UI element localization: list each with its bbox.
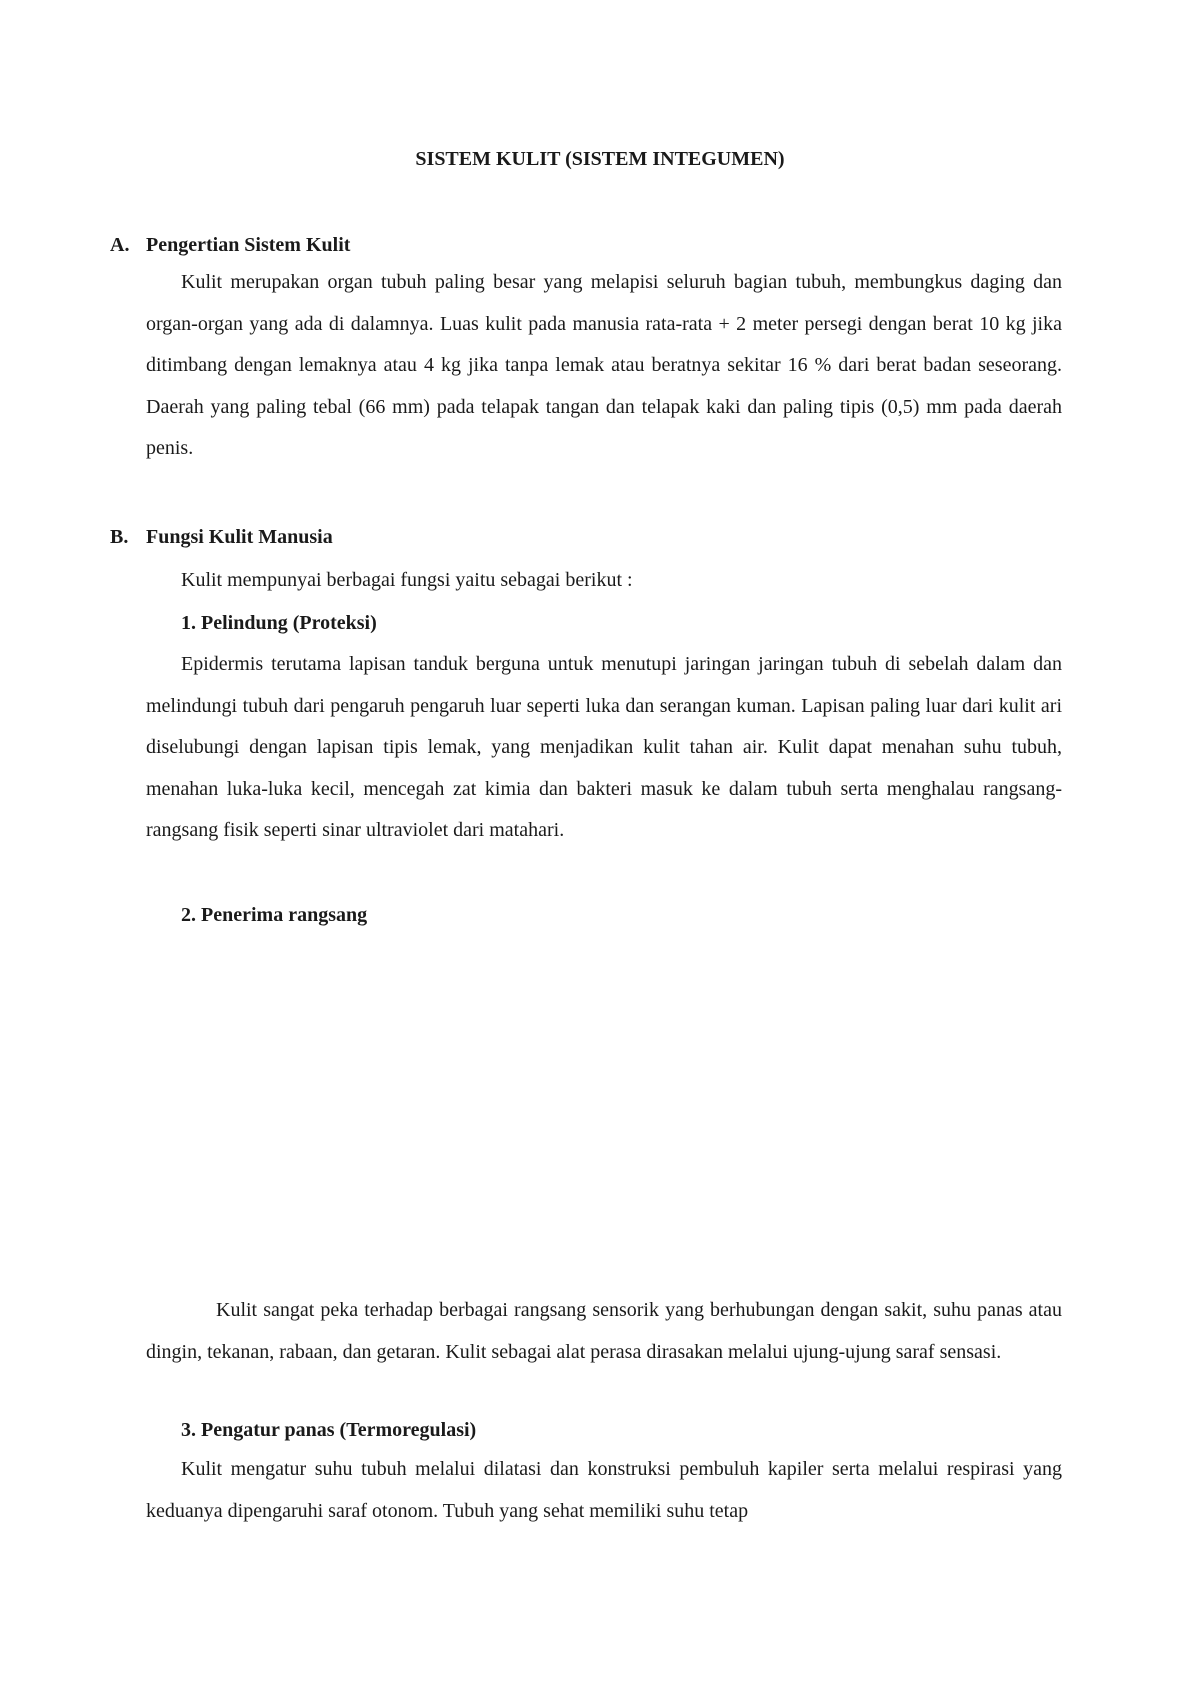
item-2-paragraph: Kulit sangat peka terhadap berbagai rangsang sensorik yang berhubungan dengan sakit, suhu panas atau dingin, tekanan, rabaan, dan getaran. Kulit sebagai alat perasa dirasakan melalui ujung-ujung saraf sensasi. [146,1299,1062,1363]
document-title: SISTEM KULIT (SISTEM INTEGUMEN) [415,148,785,170]
section-a-heading-text: Pengertian Sistem Kulit [146,234,351,256]
item-3-title: 3. Pengatur panas (Termoregulasi) [181,1419,477,1441]
item-3-paragraph: Kulit mengatur suhu tubuh melalui dilatasi dan konstruksi pembuluh kapiler serta melalui respirasi yang keduanya dipengaruhi saraf otonom. Tubuh yang sehat memiliki suhu tetap [146,1458,1062,1522]
blank-figure-area [146,940,1062,1260]
item-1-title: 1. Pelindung (Proteksi) [181,612,377,634]
section-a-paragraph: Kulit merupakan organ tubuh paling besar yang melapisi seluruh bagian tubuh, membungkus daging dan organ-organ yang ada di dalamnya. Luas kulit pada manusia rata-rata + 2 meter persegi dengan berat 10 kg jika ditimbang dengan lemaknya atau 4 kg jika tanpa lemak atau beratnya sekitar 16 % dari berat badan seseorang. Daerah yang paling tebal (66 mm) pada telapak tangan dan telapak kaki dan paling tipis (0,5) mm pada daerah penis. [146,271,1062,459]
section-b-heading-text: Fungsi Kulit Manusia [146,526,333,548]
section-b-marker: B. [110,526,129,548]
section-b-heading [110,526,333,549]
item-1-paragraph: Epidermis terutama lapisan tanduk berguna untuk menutupi jaringan jaringan tubuh di sebelah dalam dan melindungi tubuh dari pengaruh pengaruh luar seperti luka dan serangan kuman. Lapisan paling luar dari kulit ari diselubungi dengan lapisan tipis lemak, yang menjadikan kulit tahan air. Kulit dapat menahan suhu tubuh, menahan luka-luka kecil, mencegah zat kimia dan bakteri masuk ke dalam tubuh serta menghalau rangsang-rangsang fisik seperti sinar ultraviolet dari matahari. [146,653,1062,841]
item-2-title: 2. Penerima rangsang [181,904,368,926]
section-a-marker: A. [110,234,130,256]
section-a-heading [110,234,350,257]
section-b-intro: Kulit mempunyai berbagai fungsi yaitu sebagai berikut : [181,569,633,591]
